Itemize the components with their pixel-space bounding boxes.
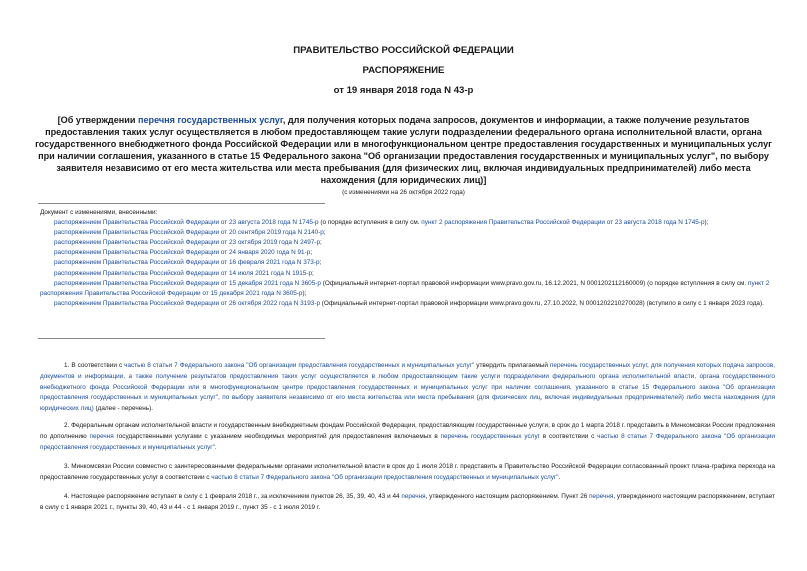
change-link[interactable]: распоряжением Правительства Российской Федерации от 16 февраля 2021 года N 373-р	[54, 259, 320, 267]
p2-text-d: .	[214, 443, 217, 451]
change-link[interactable]: распоряжением Правительства Российской Федерации от 26 октября 2022 года N 3193-р	[54, 299, 321, 307]
paragraph-2	[40, 421, 775, 453]
p2-text-b: государственными услугами с указанием необходимых мероприятий для предоставления включаемых в	[113, 432, 441, 440]
paragraph-3	[40, 462, 775, 484]
change-link-2[interactable]: пункт 2 распоряжения Правительства Российской Федерации от 23 августа 2018 года N 1745-р	[421, 219, 705, 227]
p1-text-c: (далее - перечень).	[93, 405, 153, 413]
revision-note: (с изменениями на 26 октября 2022 года)	[342, 189, 465, 196]
changes-list	[40, 208, 775, 309]
p3-text-a: 3. Минкомсвязи России совместно с заинтересованными федеральными органами исполнительной власти в срок до 1 июля 2018 г. представить в Правительство Российской Федерации согласованный проект плана-графика перехода на предоставление государственных услуг в соответствии с	[40, 463, 775, 481]
p4-text-a: 4. Настоящее распоряжение вступает в силу с 1 февраля 2018 г., за исключением пунктов 26, 35, 39, 40, 43 и 44	[64, 493, 402, 500]
change-text-2: );	[302, 289, 307, 297]
p4-text-b: , утвержденного настоящим распоряжением. Пункт 26	[425, 493, 590, 500]
changes-intro: Документ с изменениями, внесенными:	[40, 209, 158, 216]
change-text: (Официальный интернет-портал правовой информации www.pravo.gov.ru, 27.10.2022, N 0001202210270028) (вступило в силу с 1 января 2023 года).	[320, 299, 764, 307]
p2-law-link[interactable]: частью 8 статьи 7 Федерального закона "Об организации предоставления государственных и муниципальных услуг"	[40, 432, 775, 451]
change-text: (Официальный интернет-портал правовой информации www.pravo.gov.ru, 16.12.2021, N 0001202112160009) (о порядке вступления в силу см.	[320, 279, 748, 287]
title-link[interactable]: перечня государственных услуг	[137, 115, 283, 125]
p4-text-c: , утвержденного настоящим распоряжением, вступает в силу с 1 января 2021 г., пункты 39, 40, 43 и 44 - с 1 января 2019 г., пункт 35 - с 1 июля 2019 г.	[40, 493, 775, 511]
change-item	[40, 299, 775, 309]
bottom-divider	[38, 338, 325, 339]
title-open: [Об утверждении	[57, 115, 138, 125]
change-link[interactable]: распоряжением Правительства Российской Федерации от 23 октября 2019 года N 2497-р	[54, 239, 321, 247]
change-item	[40, 258, 775, 268]
change-item	[40, 248, 775, 258]
change-item	[40, 228, 775, 238]
change-link[interactable]: распоряжением Правительства Российской Федерации от 15 декабря 2021 года N 3605-р	[54, 279, 321, 287]
p4-list-link-2[interactable]: перечня	[589, 493, 614, 500]
change-link[interactable]: распоряжением Правительства Российской Федерации от 20 сентября 2019 года N 2140-р	[54, 229, 324, 237]
change-text: ;	[310, 249, 313, 257]
change-link-2[interactable]: пункт 2 распоряжения Правительства Российской Федерации от 15 декабря 2021 года N 3605-р	[40, 279, 770, 297]
p2-text-a: 2. Федеральным органам исполнительной власти и государственным внебюджетным фондам Российской Федерации, предоставляющим государственные услуги, в срок до 1 марта 2018 г. представить в Минкомсвязи России предложения по дополнению	[40, 422, 775, 440]
change-item	[40, 238, 775, 248]
p4-list-link[interactable]: перечня	[401, 493, 426, 500]
p3-law-link[interactable]: частью 8 статьи 7 Федерального закона "Об организации предоставления государственных и муниципальных услуг"	[211, 473, 559, 481]
change-link[interactable]: распоряжением Правительства Российской Федерации от 14 июля 2021 года N 1915-р	[54, 269, 313, 277]
p1-text-b: утвердить прилагаемый	[474, 362, 550, 369]
title-rest: , для получения которых подача запросов, документов и информации, а также получение результатов предоставления таких услуг осуществляется в любом предоставляющем такие услуги подразделении федерального органа исполнительной власти, органа государственного внебюджетного фонда Российской Федерации или в многофункциональном центре предоставления государственных и муниципальных услуг при наличии соглашения, указанного в статье 15 Федерального закона "Об организации предоставления государственных и муниципальных услуг", по выбору заявителя независимо от его места жительства или места пребывания (для физических лиц, включая индивидуальных предпринимателей) либо места нахождения (для юридических лиц)]	[35, 115, 772, 185]
change-text: (о порядке вступления в силу см.	[318, 219, 422, 227]
change-text-2: );	[704, 219, 709, 227]
p1-text-a: 1. В соответствии с	[64, 362, 125, 369]
change-text: ;	[320, 239, 322, 247]
change-item	[40, 218, 775, 228]
doc-type-heading: РАСПОРЯЖЕНИЕ	[362, 65, 445, 76]
doc-date-heading: от 19 января 2018 года N 43-р	[333, 85, 474, 96]
paragraph-4	[40, 492, 775, 514]
change-link[interactable]: распоряжением Правительства Российской Федерации от 24 января 2020 года N 91-р	[54, 249, 311, 257]
p2-list-link[interactable]: перечня	[89, 432, 114, 440]
document-title	[30, 114, 777, 186]
paragraph-1	[40, 361, 775, 415]
change-text: ;	[323, 229, 326, 237]
change-text: ;	[312, 269, 314, 277]
org-heading: ПРАВИТЕЛЬСТВО РОССИЙСКОЙ ФЕДЕРАЦИИ	[293, 45, 514, 56]
p3-text-b: .	[558, 473, 561, 481]
p2-text-c: в соответствии с	[539, 432, 598, 440]
p2-services-link[interactable]: перечень государственных услуг	[440, 432, 540, 440]
p1-list-link[interactable]: перечень государственных услуг, для получения которых подача запросов, документов и информации, а также получение результатов предоставления таких услуг осуществляется в любом предоставляющем такие услуги подразделении федерального органа исполнительной власти, органа государственного внебюджетного фонда Российской Федерации или в многофункциональном центре предоставления государственных и муниципальных услуг при наличии соглашения, указанного в статье 15 Федерального закона "Об организации предоставления государственных и муниципальных услуг", по выбору заявителя независимо от его места жительства или места пребывания (для физических лиц, включая индивидуальных предпринимателей) либо места нахождения (для юридических лиц)	[40, 362, 775, 413]
change-text: ;	[319, 259, 322, 267]
p1-law-link[interactable]: частью 8 статьи 7 Федерального закона "Об организации предоставления государственных и муниципальных услуг"	[124, 362, 475, 369]
change-item	[40, 269, 775, 279]
change-link[interactable]: распоряжением Правительства Российской Федерации от 23 августа 2018 года N 1745-р	[54, 219, 319, 227]
top-divider	[38, 203, 325, 204]
change-item	[40, 279, 775, 299]
